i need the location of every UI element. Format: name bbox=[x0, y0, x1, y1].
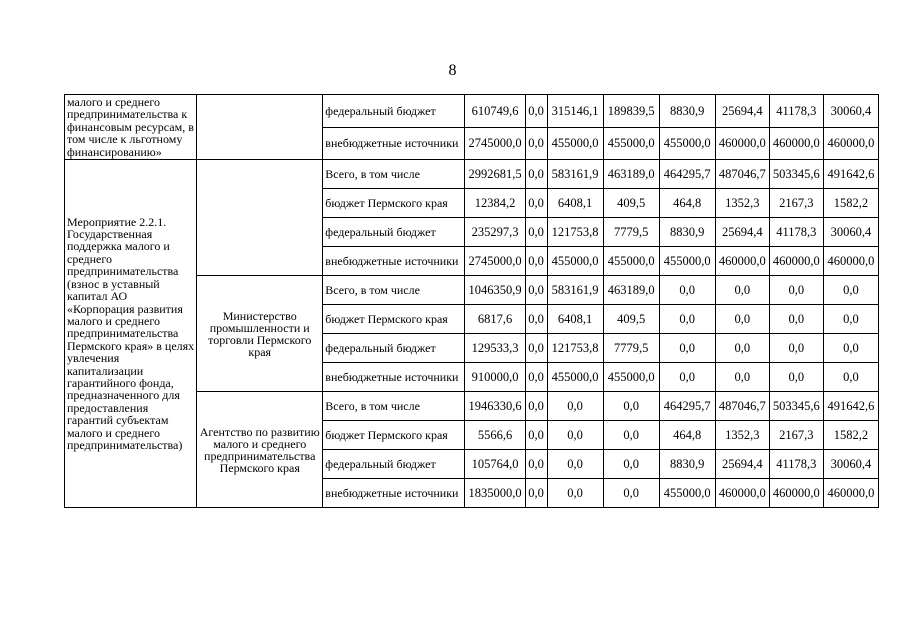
amount-cell: 8830,9 bbox=[659, 95, 715, 128]
funding-source-cell: федеральный бюджет bbox=[323, 450, 465, 479]
amount-cell: 455000,0 bbox=[603, 127, 659, 160]
amount-cell: 2745000,0 bbox=[465, 247, 525, 276]
amount-cell: 121753,8 bbox=[547, 218, 603, 247]
amount-cell: 0,0 bbox=[659, 334, 715, 363]
funding-source-cell: Всего, в том числе bbox=[323, 160, 465, 189]
funding-source-cell: федеральный бюджет bbox=[323, 334, 465, 363]
amount-cell: 463189,0 bbox=[603, 276, 659, 305]
amount-cell: 7779,5 bbox=[603, 334, 659, 363]
amount-cell: 610749,6 bbox=[465, 95, 525, 128]
funding-source-cell: Всего, в том числе bbox=[323, 276, 465, 305]
funding-source-cell: внебюджетные источники bbox=[323, 363, 465, 392]
amount-cell: 0,0 bbox=[547, 450, 603, 479]
amount-cell: 105764,0 bbox=[465, 450, 525, 479]
amount-cell: 0,0 bbox=[659, 305, 715, 334]
funding-source-cell: федеральный бюджет bbox=[323, 95, 465, 128]
amount-cell: 487046,7 bbox=[715, 160, 769, 189]
amount-cell: 7779,5 bbox=[603, 218, 659, 247]
table-body bbox=[65, 95, 879, 508]
amount-cell: 6408,1 bbox=[547, 189, 603, 218]
amount-cell: 460000,0 bbox=[823, 127, 878, 160]
amount-cell: 910000,0 bbox=[465, 363, 525, 392]
amount-cell: 0,0 bbox=[659, 363, 715, 392]
executor-cell: Агентство по развитию малого и среднего предпринимательства Пермского края bbox=[197, 392, 323, 508]
amount-cell: 1582,2 bbox=[823, 189, 878, 218]
amount-cell: 1582,2 bbox=[823, 421, 878, 450]
amount-cell: 25694,4 bbox=[715, 95, 769, 128]
table-row bbox=[65, 160, 879, 189]
amount-cell: 0,0 bbox=[525, 127, 547, 160]
amount-cell: 0,0 bbox=[823, 305, 878, 334]
amount-cell: 409,5 bbox=[603, 189, 659, 218]
amount-cell: 12384,2 bbox=[465, 189, 525, 218]
amount-cell: 121753,8 bbox=[547, 334, 603, 363]
amount-cell: 129533,3 bbox=[465, 334, 525, 363]
page-number: 8 bbox=[448, 62, 457, 79]
amount-cell: 25694,4 bbox=[715, 450, 769, 479]
amount-cell: 503345,6 bbox=[769, 392, 823, 421]
amount-cell: 0,0 bbox=[603, 421, 659, 450]
amount-cell: 455000,0 bbox=[547, 247, 603, 276]
amount-cell: 460000,0 bbox=[823, 247, 878, 276]
amount-cell: 487046,7 bbox=[715, 392, 769, 421]
funding-source-cell: бюджет Пермского края bbox=[323, 189, 465, 218]
amount-cell: 491642,6 bbox=[823, 160, 878, 189]
funding-source-cell: бюджет Пермского края bbox=[323, 305, 465, 334]
amount-cell: 0,0 bbox=[603, 479, 659, 508]
amount-cell: 0,0 bbox=[547, 421, 603, 450]
amount-cell: 455000,0 bbox=[659, 479, 715, 508]
amount-cell: 1946330,6 bbox=[465, 392, 525, 421]
amount-cell: 2167,3 bbox=[769, 189, 823, 218]
amount-cell: 6408,1 bbox=[547, 305, 603, 334]
amount-cell: 41178,3 bbox=[769, 95, 823, 128]
amount-cell: 0,0 bbox=[525, 276, 547, 305]
table-row bbox=[65, 95, 879, 128]
amount-cell: 2992681,5 bbox=[465, 160, 525, 189]
funding-source-cell: внебюджетные источники bbox=[323, 247, 465, 276]
amount-cell: 0,0 bbox=[525, 334, 547, 363]
amount-cell: 583161,9 bbox=[547, 276, 603, 305]
amount-cell: 1835000,0 bbox=[465, 479, 525, 508]
amount-cell: 1352,3 bbox=[715, 421, 769, 450]
amount-cell: 0,0 bbox=[603, 392, 659, 421]
amount-cell: 2745000,0 bbox=[465, 127, 525, 160]
funding-source-cell: бюджет Пермского края bbox=[323, 421, 465, 450]
amount-cell: 315146,1 bbox=[547, 95, 603, 128]
amount-cell: 0,0 bbox=[525, 95, 547, 128]
amount-cell: 0,0 bbox=[547, 392, 603, 421]
amount-cell: 0,0 bbox=[525, 189, 547, 218]
amount-cell: 460000,0 bbox=[769, 127, 823, 160]
amount-cell: 30060,4 bbox=[823, 218, 878, 247]
amount-cell: 409,5 bbox=[603, 305, 659, 334]
amount-cell: 464295,7 bbox=[659, 160, 715, 189]
amount-cell: 455000,0 bbox=[547, 363, 603, 392]
amount-cell: 189839,5 bbox=[603, 95, 659, 128]
funding-source-cell: Всего, в том числе bbox=[323, 392, 465, 421]
amount-cell: 0,0 bbox=[525, 479, 547, 508]
amount-cell: 460000,0 bbox=[823, 479, 878, 508]
amount-cell: 0,0 bbox=[769, 363, 823, 392]
amount-cell: 0,0 bbox=[823, 334, 878, 363]
amount-cell: 0,0 bbox=[823, 363, 878, 392]
funding-source-cell: федеральный бюджет bbox=[323, 218, 465, 247]
amount-cell: 235297,3 bbox=[465, 218, 525, 247]
executor-cell bbox=[197, 95, 323, 160]
amount-cell: 455000,0 bbox=[603, 247, 659, 276]
amount-cell: 464295,7 bbox=[659, 392, 715, 421]
amount-cell: 8830,9 bbox=[659, 450, 715, 479]
amount-cell: 0,0 bbox=[659, 276, 715, 305]
amount-cell: 460000,0 bbox=[715, 479, 769, 508]
amount-cell: 0,0 bbox=[769, 276, 823, 305]
amount-cell: 0,0 bbox=[525, 247, 547, 276]
amount-cell: 0,0 bbox=[769, 334, 823, 363]
amount-cell: 41178,3 bbox=[769, 450, 823, 479]
amount-cell: 460000,0 bbox=[715, 127, 769, 160]
executor-cell: Министерство промышленности и торговли Пермского края bbox=[197, 276, 323, 392]
amount-cell: 5566,6 bbox=[465, 421, 525, 450]
budget-table bbox=[64, 94, 879, 508]
amount-cell: 0,0 bbox=[525, 160, 547, 189]
amount-cell: 8830,9 bbox=[659, 218, 715, 247]
amount-cell: 464,8 bbox=[659, 189, 715, 218]
amount-cell: 503345,6 bbox=[769, 160, 823, 189]
amount-cell: 41178,3 bbox=[769, 218, 823, 247]
amount-cell: 455000,0 bbox=[603, 363, 659, 392]
executor-cell bbox=[197, 160, 323, 276]
amount-cell: 583161,9 bbox=[547, 160, 603, 189]
amount-cell: 1046350,9 bbox=[465, 276, 525, 305]
amount-cell: 2167,3 bbox=[769, 421, 823, 450]
amount-cell: 0,0 bbox=[525, 421, 547, 450]
amount-cell: 0,0 bbox=[603, 450, 659, 479]
amount-cell: 0,0 bbox=[525, 218, 547, 247]
amount-cell: 0,0 bbox=[547, 479, 603, 508]
amount-cell: 0,0 bbox=[715, 305, 769, 334]
amount-cell: 6817,6 bbox=[465, 305, 525, 334]
amount-cell: 30060,4 bbox=[823, 95, 878, 128]
amount-cell: 0,0 bbox=[525, 305, 547, 334]
amount-cell: 455000,0 bbox=[659, 247, 715, 276]
amount-cell: 460000,0 bbox=[769, 479, 823, 508]
amount-cell: 463189,0 bbox=[603, 160, 659, 189]
amount-cell: 0,0 bbox=[715, 363, 769, 392]
amount-cell: 464,8 bbox=[659, 421, 715, 450]
funding-source-cell: внебюджетные источники bbox=[323, 127, 465, 160]
amount-cell: 25694,4 bbox=[715, 218, 769, 247]
amount-cell: 491642,6 bbox=[823, 392, 878, 421]
amount-cell: 0,0 bbox=[525, 392, 547, 421]
amount-cell: 460000,0 bbox=[715, 247, 769, 276]
amount-cell: 460000,0 bbox=[769, 247, 823, 276]
amount-cell: 30060,4 bbox=[823, 450, 878, 479]
amount-cell: 1352,3 bbox=[715, 189, 769, 218]
amount-cell: 455000,0 bbox=[659, 127, 715, 160]
amount-cell: 0,0 bbox=[715, 334, 769, 363]
amount-cell: 0,0 bbox=[769, 305, 823, 334]
amount-cell: 0,0 bbox=[823, 276, 878, 305]
activity-description: малого и среднего предпринимательства к финансовым ресурсам, в том числе к льготному финансированию» bbox=[65, 95, 197, 160]
amount-cell: 0,0 bbox=[525, 450, 547, 479]
amount-cell: 455000,0 bbox=[547, 127, 603, 160]
amount-cell: 0,0 bbox=[525, 363, 547, 392]
amount-cell: 0,0 bbox=[715, 276, 769, 305]
activity-description: Мероприятие 2.2.1. Государственная поддержка малого и среднего предпринимательства (взнос в уставный капитал АО «Корпорация развития малого и среднего предпринимательства Пермского края» в целях увлечения капитализации гарантийного фонда, предназначенного для предоставления гарантий субъектам малого и среднего предпринимательства) bbox=[65, 160, 197, 508]
funding-source-cell: внебюджетные источники bbox=[323, 479, 465, 508]
